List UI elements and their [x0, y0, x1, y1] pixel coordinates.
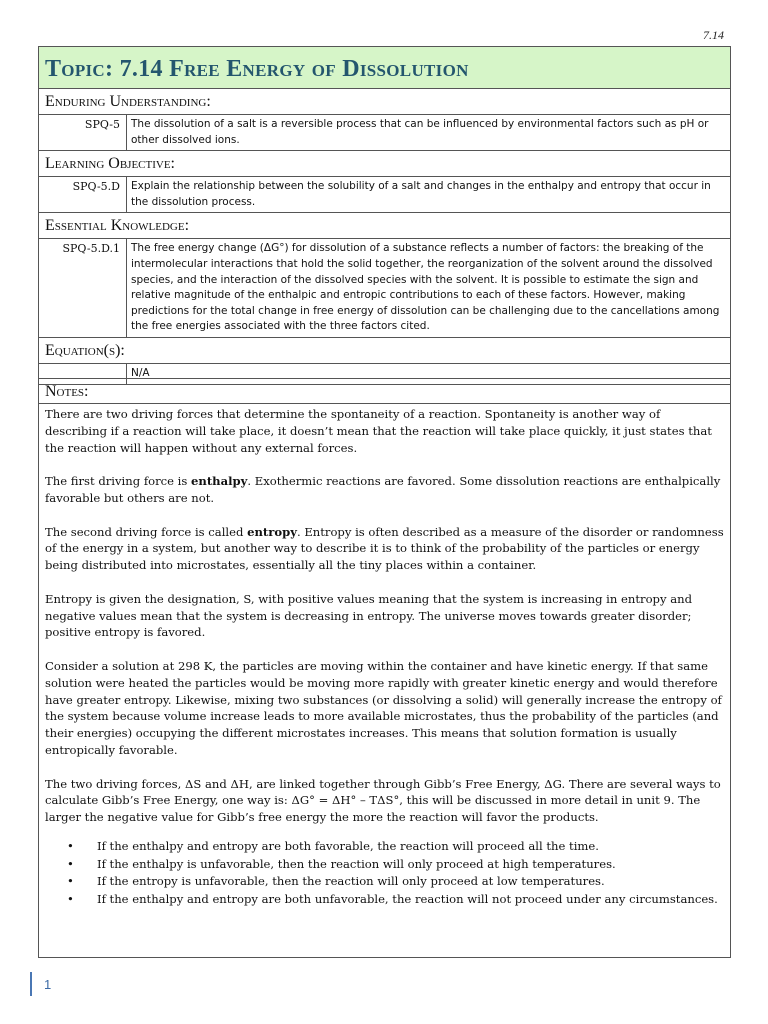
list-item: • If the enthalpy and entropy are both unfavorable, the reaction will not proceed under any circumstances.	[67, 891, 724, 909]
essential-knowledge-heading: Essential Knowledge:	[39, 213, 731, 239]
enduring-understanding-heading: Enduring Understanding:	[39, 89, 731, 115]
page-number: 1	[44, 977, 52, 992]
enduring-understanding-code: SPQ-5	[39, 115, 127, 151]
notes-paragraph-gibbs: The two driving forces, ΔS and ΔH, are linked together through Gibb’s Free Energy, ΔG. There are several ways to calculate Gibb’s Free Energy, one way is: ΔG° = ΔH° – TΔS°, this will be discussed in more detail in unit 9. The larger the negative value for Gibb’s free energy the more the reaction will favor the products.	[45, 776, 721, 825]
notes-paragraph-spontaneity: There are two driving forces that determine the spontaneity of a reaction. Spontaneity is another way of describing if a reaction will take place, it doesn’t mean that the reaction will take place quickly, it just states that the reaction will happen without any external forces.	[45, 407, 712, 455]
page-reference: 7.14	[703, 28, 724, 42]
equations-value: N/A	[127, 363, 731, 384]
title-cell	[39, 47, 731, 89]
notes-paragraph-enthalpy: The first driving force is enthalpy. Exothermic reactions are favored. Some dissolution reactions are enthalpically favorable but others are not.	[45, 474, 721, 505]
list-item: • If the enthalpy is unfavorable, then the reaction will only proceed at high temperatures.	[67, 856, 724, 874]
bullet-icon: •	[67, 856, 74, 871]
bullet-icon: •	[67, 838, 74, 853]
essential-knowledge-text: The free energy change (ΔG°) for dissolution of a substance reflects a number of factors: the breaking of the intermolecular interactions that hold the solid together, the reorganization of the solvent around the dissolved species, and the interaction of the dissolved species with the solvent. It is possible to estimate the sign and relative magnitude of the enthalpic and entropic contributions to each of these factors. However, making predictions for the total change in free energy of dissolution can be challenging due to the cancellations among the free energies associated with the three factors cited.	[127, 239, 731, 338]
bullet-icon: •	[67, 891, 74, 906]
equations-heading: Equation(s):	[39, 337, 731, 363]
learning-objective-heading: Learning Objective:	[39, 151, 731, 177]
enduring-understanding-text: The dissolution of a salt is a reversible process that can be influenced by environmental factors such as pH or other dissolved ions.	[127, 115, 731, 151]
page-title: Topic: 7.14 Free Energy of Dissolution	[45, 56, 469, 82]
notes-box	[38, 378, 731, 958]
essential-knowledge-code: SPQ-5.D.1	[39, 239, 127, 338]
list-item: • If the enthalpy and entropy are both favorable, the reaction will proceed all the time.	[67, 838, 724, 856]
notes-paragraph-solution-example: Consider a solution at 298 K, the particles are moving within the container and have kinetic energy. If that same solution were heated the particles would be moving more rapidly with greater kinetic energy and would therefore have greater entropy. Likewise, mixing two substances (or dissolving a solid) will generally increase the entropy of the system because volume increase leads to more available microstates, thus the probability of the particles (and their energies) occupying the different microstates increases. This means that solution formation is usually entropically favorable.	[45, 658, 722, 757]
learning-objective-code: SPQ-5.D	[39, 177, 127, 213]
topic-table	[38, 46, 731, 385]
learning-objective-text: Explain the relationship between the solubility of a salt and changes in the enthalpy and entropy that occur in the dissolution process.	[127, 177, 731, 213]
entropy-term: entropy	[247, 524, 297, 539]
notes-body	[39, 404, 730, 908]
list-item: • If the entropy is unfavorable, then the reaction will only proceed at low temperatures.	[67, 873, 724, 891]
enthalpy-term: enthalpy	[191, 474, 248, 489]
notes-paragraph-entropy: The second driving force is called entropy. Entropy is often described as a measure of the disorder or randomness of the energy in a system, but another way to describe it is to think of the probability of the particles or energy being distributed into microstates, essentially all the tiny places within a container.	[45, 524, 724, 573]
bullet-icon: •	[67, 874, 74, 889]
notes-paragraph-entropy-sign: Entropy is given the designation, S, with positive values meaning that the system is increasing in entropy and negative values mean that the system is decreasing in entropy. The universe moves towards greater disorder; positive entropy is favored.	[45, 591, 693, 640]
notes-bullet-list	[67, 838, 724, 908]
notes-heading: Notes:	[39, 379, 730, 404]
footer-accent-bar	[30, 972, 32, 996]
